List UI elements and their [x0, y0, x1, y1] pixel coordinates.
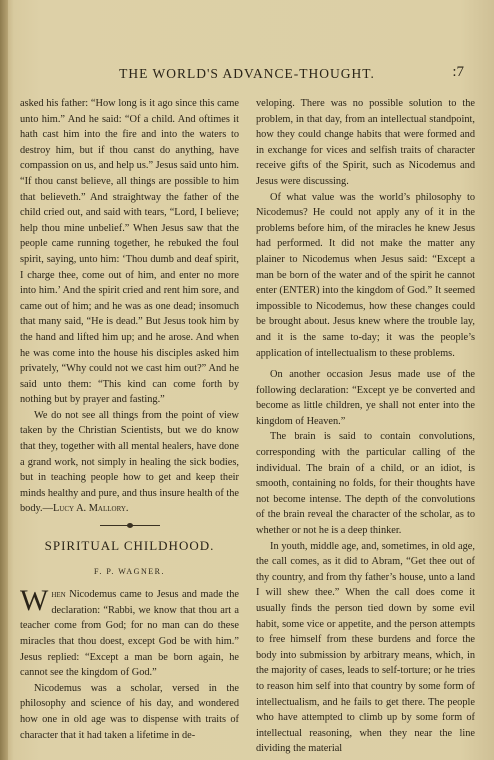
right-paragraph-3: On another occasion Jesus made use of the following declaration: “Except ye be converted and become as little children, ye shall not enter into the kingdom of Heaven.” [256, 369, 475, 427]
page-number: :7 [452, 64, 464, 80]
left-paragraph-1: asked his father: “How long is it ago since this came unto him.” And he said: “Of a child. And oftimes it hath cast him into the fire and into the waters to destroy him, but if thou canst do anything, have compassion on us, and help us.” Jesus said unto him. “If thou canst believe, all things are possible to him that believeth.” And straightway the father of the child cried out, and said with tears, “Lord, I believe; help thou mine unbelief.” When Jesus saw that the people came running together, he rebuked the foul spirit, saying, unto him: ‘Thou dumb and deaf spirit, I charge thee, come out of him, and enter no more into him.’ And the spirit cried and rent him sore, and came out of him; and he was as one dead; insomuch that many said, “He is dead.” But Jesus took him by the hand and lifted him up; and he arose. And when he was come into the house his disciples asked him privately, “Why could not we cast him out?” And he said unto them: “This kind can come forth by nothing but by prayer and fasting.” [20, 98, 239, 406]
left-paragraph-3-text: Nicodemus came to Jesus and made the declaration: “Rabbi, we know that thou art a teacher come from God; for no man can do these miracles that thou doest, except God be with him.” Jesus replied: “Except a man be born again, he cannot see the kingdom of God.” [20, 589, 239, 679]
left-paragraph-2 [20, 408, 239, 517]
author-signature: Lucy A. Mallory. [52, 503, 129, 515]
running-title: THE WORLD'S ADVANCE-THOUGHT. [119, 66, 375, 81]
lead-word: hen [51, 589, 66, 601]
left-paragraph-4: Nicodemus was a scholar, versed in the philosophy and science of his day, and wondered how one in old age was to dispense with traits of character that it had taken a lifetime in de- [20, 682, 239, 741]
left-paragraph-3 [20, 584, 239, 681]
right-paragraph-2: Of what value was the world’s philosophy to Nicodemus? He could not apply any of it in the problems before him, of the miracles he knew Jesus had performed. It did not make the matter any plainer to Nicodemus when Jesus said: “Except a man be born of the water and of the spirit he cannot enter (ENTER) into the kingdom of God.” It seemed impossible to Nicodemus, how these changes could be brought about. Jesus knew where the trouble lay, and it is the same to-day; it was the people’s application of intellectualism to these problems. [256, 191, 475, 359]
drop-cap: W [20, 584, 49, 618]
right-column [256, 96, 475, 757]
section-title: SPIRITUAL CHILDHOOD. [44, 538, 215, 554]
left-paragraph-2-text: We do not see all things from the point of view taken by the Christian Scientists, but we do know that they, together with all mental healers, have done a grand work, not simply in healing the sick bodies, but in teaching people how to get and keep their minds healthy and pure, and thus insure health of the body.— [20, 409, 239, 515]
right-paragraph-5: In youth, middle age, and, sometimes, in old age, the call comes, as it did to Abram, “Get thee out of thy country, and from thy father’s house, unto a land I will shew thee.” When the call does come it usually finds the person tied down by some evil habit, some vice or appetite, and the person attempts to free himself from these burdens and force the body into submission by arbitrary means, which, in the majority of cases, leads to self-torture; or he tries to reason him self into that country by some form of intellectualism, and he fails to get there. The people who have attempted to climb up by some form of intellectual reasoning, when they near the line dividing the material [256, 540, 475, 755]
right-paragraph-1: veloping. There was no possible solution to the problem, in that day, from an intellectual standpoint, how they could change habits that were formed and in exchange for vices and selfish traits of character receive gifts of the Spirit, such as Nicodemus and Jesus were discussing. [256, 98, 475, 187]
right-paragraph-4: The brain is said to contain convolutions, corresponding with the particular calling of the individual. The brain of a child, or an idiot, is smooth, containing no folds, for their thoughts have not become intense. The depth of the convolutions of the brain reveal the character of the scholar, as to whether or not he is a deep thinker. [256, 431, 475, 537]
left-column [20, 96, 239, 743]
book-spine-shadow [0, 0, 8, 760]
section-divider [100, 525, 160, 526]
article-byline: F. P. WAGNER. [94, 566, 165, 576]
